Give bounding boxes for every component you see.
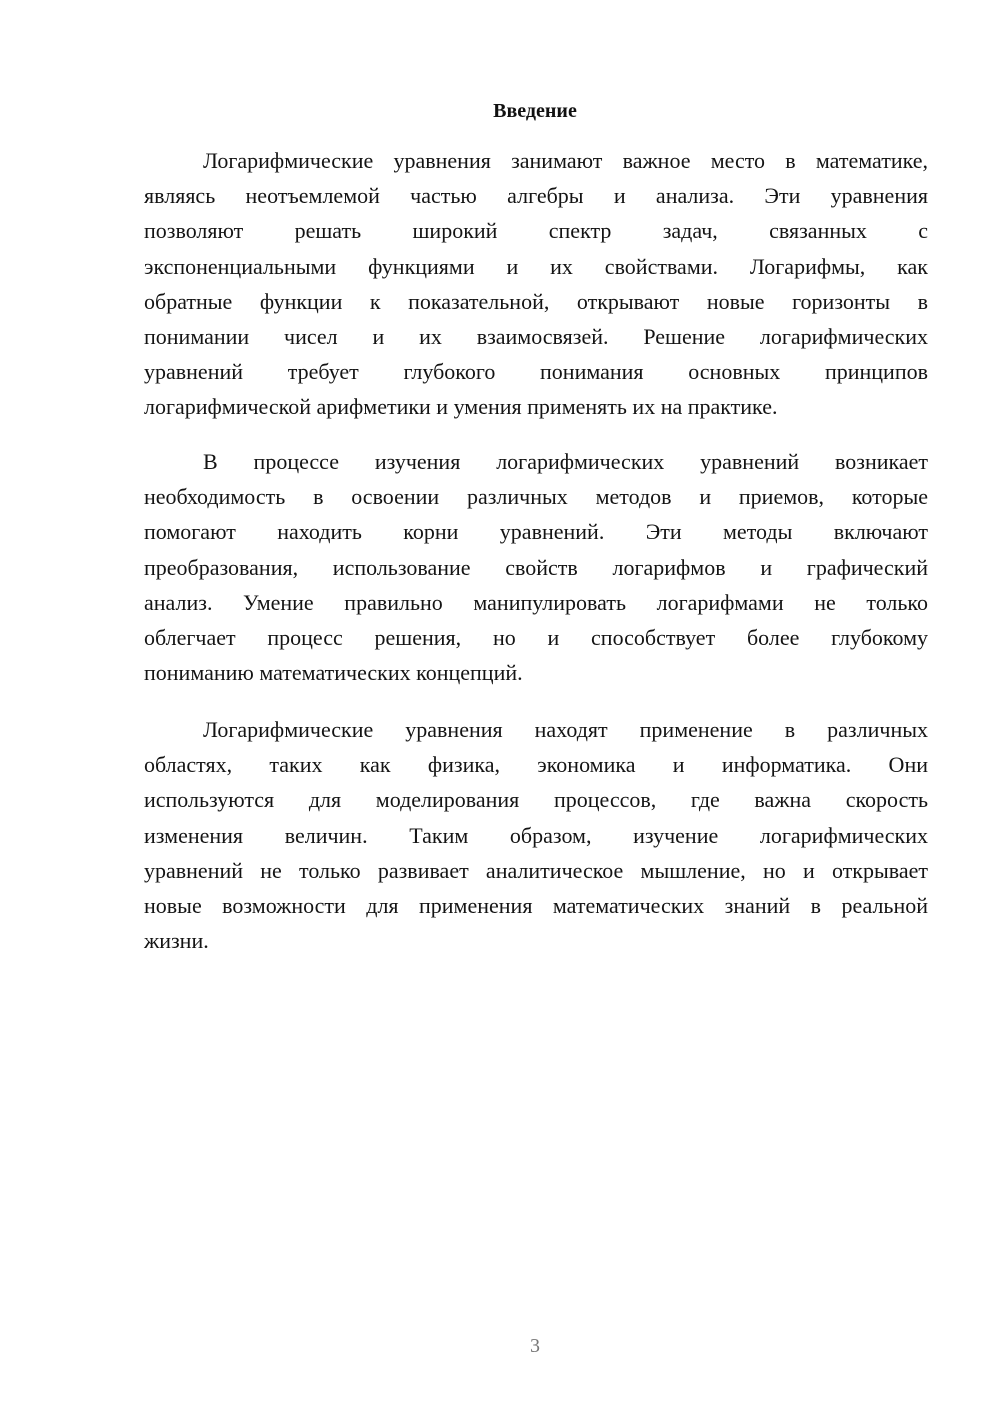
paragraph-line: изменения величин. Таким образом, изучение логарифмических	[144, 822, 928, 848]
paragraph-line: позволяют решать широкий спектр задач, связанных с	[144, 218, 928, 244]
paragraph-line: логарифмической арифметики и умения применять их на практике.	[144, 394, 778, 420]
paragraph-line: анализ. Умение правильно манипулировать логарифмами не только	[144, 589, 928, 615]
section-title: Введение	[493, 100, 577, 122]
paragraph-line: необходимость в освоении различных методов и приемов, которые	[144, 484, 928, 510]
paragraph-line: обратные функции к показательной, открывают новые горизонты в	[144, 288, 928, 314]
paragraph-line: используются для моделирования процессов, где важна скорость	[144, 787, 928, 813]
paragraph-line: новые возможности для применения математических знаний в реальной	[144, 892, 928, 918]
paragraph-line: жизни.	[144, 928, 209, 954]
paragraph-line: экспоненциальными функциями и их свойствами. Логарифмы, как	[144, 253, 928, 279]
paragraph-line: В процессе изучения логарифмических уравнений возникает	[203, 449, 928, 474]
paragraph	[144, 444, 928, 690]
paragraph-line: помогают находить корни уравнений. Эти методы включают	[144, 519, 928, 545]
paragraph-line: уравнений требует глубокого понимания основных принципов	[144, 359, 928, 385]
paragraph-line: понимании чисел и их взаимосвязей. Решение логарифмических	[144, 323, 928, 349]
paragraph-line: областях, таких как физика, экономика и информатика. Они	[144, 752, 928, 778]
paragraph-line: облегчает процесс решения, но и способствует более глубокому	[144, 624, 928, 650]
paragraph-line: Логарифмические уравнения находят применение в различных	[203, 717, 928, 742]
paragraph-line: пониманию математических концепций.	[144, 660, 523, 686]
paragraph	[144, 143, 928, 425]
paragraph-line: являясь неотъемлемой частью алгебры и анализа. Эти уравнения	[144, 183, 928, 209]
paragraph-line: преобразования, использование свойств логарифмов и графический	[144, 554, 928, 580]
paragraph-line: Логарифмические уравнения занимают важное место в математике,	[203, 148, 928, 173]
paragraph-line: уравнений не только развивает аналитическое мышление, но и открывает	[144, 857, 928, 883]
paragraph	[144, 712, 928, 958]
page-number: 3	[530, 1335, 540, 1357]
